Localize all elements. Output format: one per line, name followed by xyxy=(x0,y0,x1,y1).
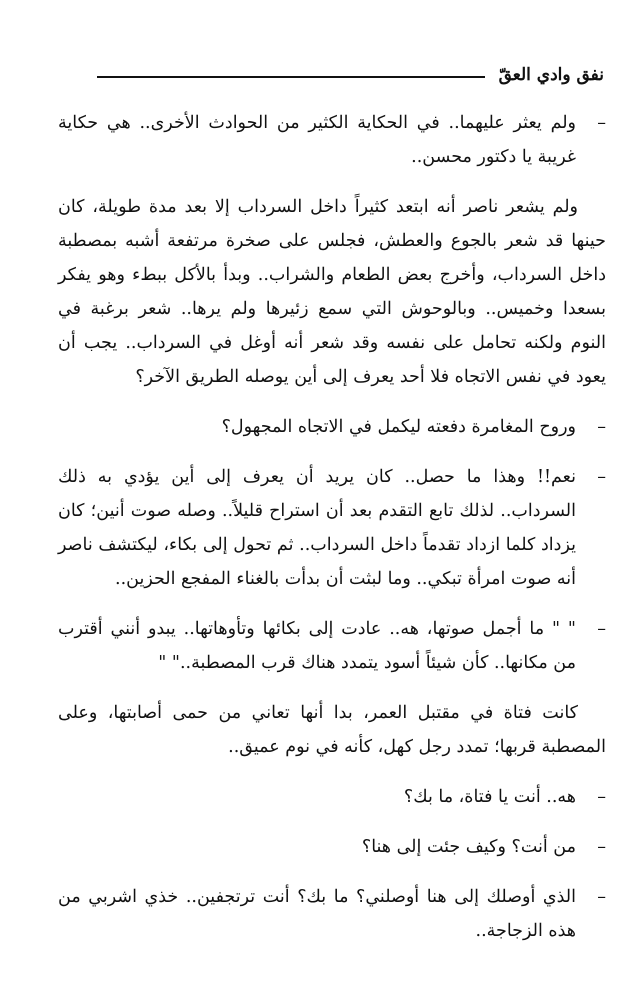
dialogue-line: – هه.. أنت يا فتاة، ما بك؟ xyxy=(58,780,606,814)
page-body xyxy=(58,106,606,964)
dialogue-line: – من أنت؟ وكيف جئت إلى هنا؟ xyxy=(58,830,606,864)
chapter-title: نفق وادي العقّ xyxy=(498,65,604,85)
dialogue-line: – " " ما أجمل صوتها، هه.. عادت إلى بكائها وتأوهاتها.. يبدو أنني أقترب من مكانها.. كأن شيئاً أسود يتمدد هناك قرب المصطبة.." " xyxy=(58,612,606,680)
narrative-paragraph: ولم يشعر ناصر أنه ابتعد كثيراً داخل السرداب إلا بعد مدة طويلة، كان حينها قد شعر بالجوع والعطش، فجلس على صخرة مرتفعة أشبه بمصطبة داخل السرداب، وأخرج بعض الطعام والشراب.. وبدأ بالأكل ببطء وهو يفكر بسعدا وخميس.. وبالوحوش التي سمع زئيرها ولم يرها.. شعر برغبة في النوم ولكنه تحامل على نفسه وقد شعر أنه أوغل في السرداب.. يجب أن يعود في نفس الاتجاه فلا أحد يعرف إلى أين يوصله الطريق الآخر؟ xyxy=(58,197,606,387)
dialogue-line: – وروح المغامرة دفعته ليكمل في الاتجاه المجهول؟ xyxy=(58,410,606,444)
dialogue-line: – نعم!! وهذا ما حصل.. كان يريد أن يعرف إلى أين يؤدي به ذلك السرداب.. لذلك تابع التقدم بعد أن استراح قليلاً.. وصله صوت أنين؛ كان يزداد كلما ازداد تقدماً داخل السرداب.. ثم تحول إلى بكاء، ليكتشف ناصر أنه صوت امرأة تبكي.. وما لبثت أن بدأت بالغناء المفجع الحزين.. xyxy=(58,460,606,596)
dialogue-line: – الذي أوصلك إلى هنا أوصلني؟ ما بك؟ أنت ترتجفين.. خذي اشربي من هذه الزجاجة.. xyxy=(58,880,606,948)
running-header xyxy=(97,60,604,90)
dialogue-line: – ولم يعثر عليهما.. في الحكاية الكثير من الحوادث الأخرى.. هي حكاية غريبة يا دكتور محسن.. xyxy=(58,106,606,174)
header-rule xyxy=(97,76,485,78)
narrative-paragraph: كانت فتاة في مقتبل العمر، بدا أنها تعاني من حمى أصابتها، وعلى المصطبة قربها؛ تمدد رجل كهل، كأنه في نوم عميق.. xyxy=(58,703,606,757)
